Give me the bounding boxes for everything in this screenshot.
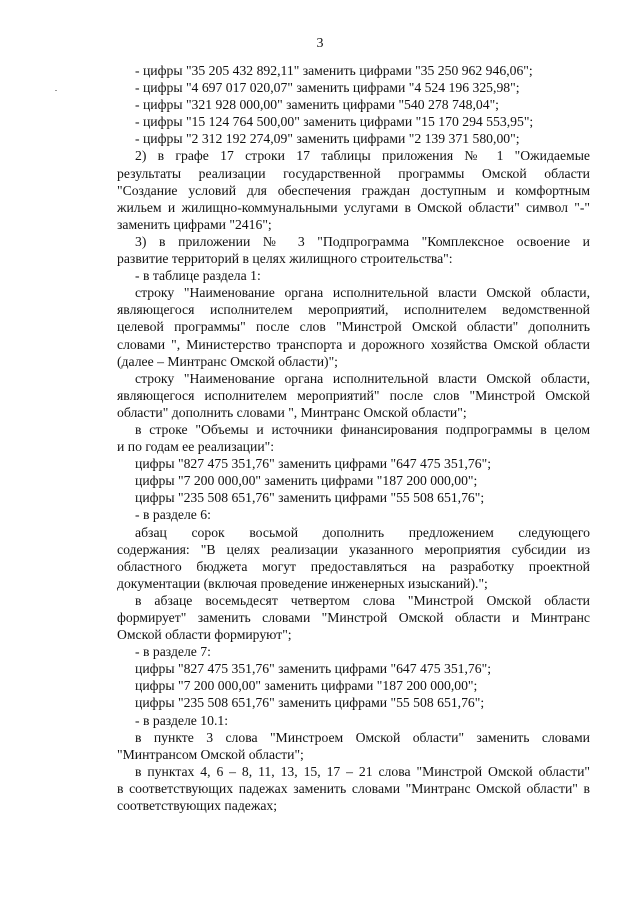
text-line: в соответствующих падежах заменить словами "Минтранс Омской области" в <box>117 780 590 796</box>
text-line: в строке "Объемы и источники финансирования подпрограммы в целом <box>135 421 590 437</box>
text-line: "Создание условий для обеспечения граждан доступным и комфортным <box>117 182 590 198</box>
text-line: являющегося исполнителем мероприятий" после слов "Минстрой Омской <box>117 387 590 403</box>
document-body <box>117 62 590 814</box>
text-line: цифры "827 475 351,76" заменить цифрами "647 475 351,76"; <box>135 661 492 677</box>
text-line: словами ", Министерство транспорта и дорожного хозяйства Омской области <box>117 336 590 352</box>
text-line: в пункте 3 слова "Минстроем Омской области" заменить словами <box>135 729 590 745</box>
text-line: областного бюджета могут предоставляться на разработку проектной <box>117 558 590 574</box>
text-line: - в разделе 6: <box>135 507 211 523</box>
text-line: - цифры "2 312 192 274,09" заменить цифрами "2 139 371 580,00"; <box>135 131 520 147</box>
text-line: 2) в графе 17 строки 17 таблицы приложения № 1 "Ожидаемые <box>135 148 590 164</box>
text-line: абзац сорок восьмой дополнить предложением следующего <box>135 524 590 540</box>
text-line: - в разделе 7: <box>135 644 211 660</box>
text-line: в абзаце восемьдесят четвертом слова "Минстрой Омской области <box>135 592 590 608</box>
text-line: - цифры "15 124 764 500,00" заменить цифрами "15 170 294 553,95"; <box>135 114 534 130</box>
text-line: соответствующих падежах; <box>117 798 278 814</box>
text-line: цифры "235 508 651,76" заменить цифрами "55 508 651,76"; <box>135 695 485 711</box>
text-line: формирует" заменить словами "Минстрой Омской области и Минтранс <box>117 610 590 625</box>
text-line: - в разделе 10.1: <box>135 712 229 728</box>
text-line: - в таблице раздела 1: <box>135 268 261 284</box>
text-line: 3) в приложении № 3 "Подпрограмма "Комплексное освоение и <box>135 233 590 249</box>
text-line: и по годам ее реализации": <box>117 439 275 455</box>
text-line: заменить цифрами "2416"; <box>117 216 272 232</box>
text-line: Омской области формируют"; <box>117 627 292 643</box>
text-line: "Минтрансом Омской области"; <box>117 746 304 762</box>
text-line: развитие территорий в целях жилищного строительства": <box>117 251 453 267</box>
text-line: целевой программы" после слов "Минстрой Омской области" дополнить <box>117 319 590 335</box>
scan-artifact <box>55 90 57 91</box>
text-line: содержания: "В целях реализации указанного мероприятия субсидии из <box>117 541 590 557</box>
text-line: жильем и жилищно-коммунальными услугами в Омской области" символ "-" <box>117 199 590 215</box>
text-line: - цифры "35 205 432 892,11" заменить цифрами "35 250 962 946,06"; <box>135 63 533 78</box>
text-line: области" дополнить словами ", Минтранс Омской области"; <box>117 404 467 420</box>
text-line: в пунктах 4, 6 – 8, 11, 13, 15, 17 – 21 слова "Минстрой Омской области" <box>135 763 590 779</box>
text-line: цифры "7 200 000,00" заменить цифрами "187 200 000,00"; <box>135 473 478 489</box>
text-line: цифры "235 508 651,76" заменить цифрами "55 508 651,76"; <box>135 490 485 506</box>
text-line: - цифры "321 928 000,00" заменить цифрами "540 278 748,04"; <box>135 97 499 113</box>
text-line: документации (включая проведение инженерных изысканий)."; <box>117 575 488 591</box>
text-line: - цифры "4 697 017 020,07" заменить цифрами "4 524 196 325,98"; <box>135 80 520 96</box>
text-line: цифры "827 475 351,76" заменить цифрами "647 475 351,76"; <box>135 456 492 472</box>
text-line: являющегося исполнителем мероприятий, исполнителем ведомственной <box>117 302 590 318</box>
text-line: строку "Наименование органа исполнительной власти Омской области, <box>135 370 590 386</box>
text-line: цифры "7 200 000,00" заменить цифрами "187 200 000,00"; <box>135 678 478 694</box>
text-line: (далее – Минтранс Омской области)"; <box>117 353 338 369</box>
text-line: результаты реализации государственной программы Омской области <box>117 165 590 181</box>
page-number: 3 <box>316 36 324 51</box>
text-line: строку "Наименование органа исполнительной власти Омской области, <box>135 285 590 301</box>
